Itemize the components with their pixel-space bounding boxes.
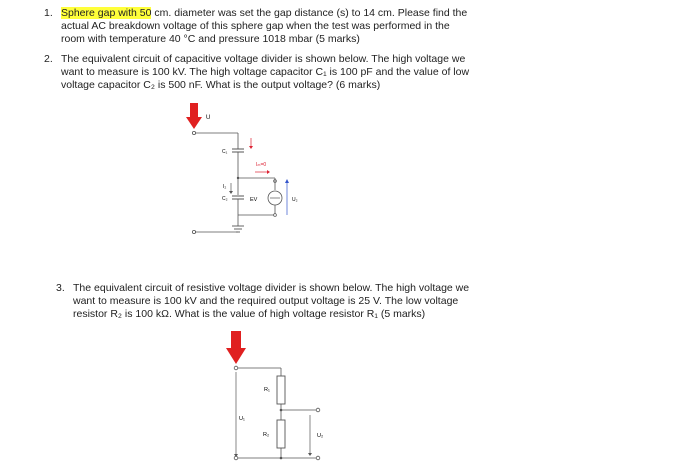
question-text: cm. diameter was set the gap distance (s) to 14 cm. Please find the <box>151 7 468 19</box>
red-arrow-icon <box>226 331 246 364</box>
question-number: 1. <box>44 7 53 19</box>
output-terminal <box>316 456 320 460</box>
label-u: U <box>206 115 211 121</box>
output-terminal <box>316 408 320 412</box>
label-c2: C₂ <box>222 196 228 202</box>
resistor-r1 <box>277 376 285 404</box>
label-r1: R₁ <box>264 387 270 393</box>
question-line: actual AC breakdown voltage of this sphere gap when the test was performed in the <box>61 20 450 32</box>
label-r2: R₂ <box>263 432 270 438</box>
label-u1: U₁ <box>239 416 245 422</box>
highlighted-text: Sphere gap with 50 <box>61 7 152 19</box>
label-u2: U₂ <box>317 433 324 439</box>
label-im: Iₘ=0 <box>256 162 267 168</box>
question-line: want to measure is 100 kV and the required output voltage is 25 V. The low voltage <box>73 295 459 307</box>
question-line: want to measure is 100 kV. The high voltage capacitor C₁ is 100 pF and the value of low <box>61 66 470 78</box>
label-i2: I₂ <box>223 184 227 190</box>
question-number: 3. <box>56 282 65 294</box>
question-line: The equivalent circuit of resistive voltage divider is shown below. The high voltage we <box>73 282 470 294</box>
question-line: room with temperature 40 °C and pressure 1018 mbar (5 marks) <box>61 33 360 45</box>
label-c1: C₁ <box>222 149 228 155</box>
input-terminal <box>234 366 238 370</box>
arrow-head-icon <box>308 453 312 456</box>
label-ev: EV <box>250 197 258 203</box>
question-line: voltage capacitor C₂ is 500 nF. What is the output voltage? (6 marks) <box>61 79 381 91</box>
question-number: 2. <box>44 53 53 65</box>
question-line: The equivalent circuit of capacitive voltage divider is shown below. The high voltage we <box>61 53 466 65</box>
label-u2: U₂ <box>292 197 298 203</box>
question-line: resistor R₂ is 100 kΩ. What is the value of high voltage resistor R₁ (5 marks) <box>73 308 426 320</box>
resistor-r2 <box>277 420 285 448</box>
